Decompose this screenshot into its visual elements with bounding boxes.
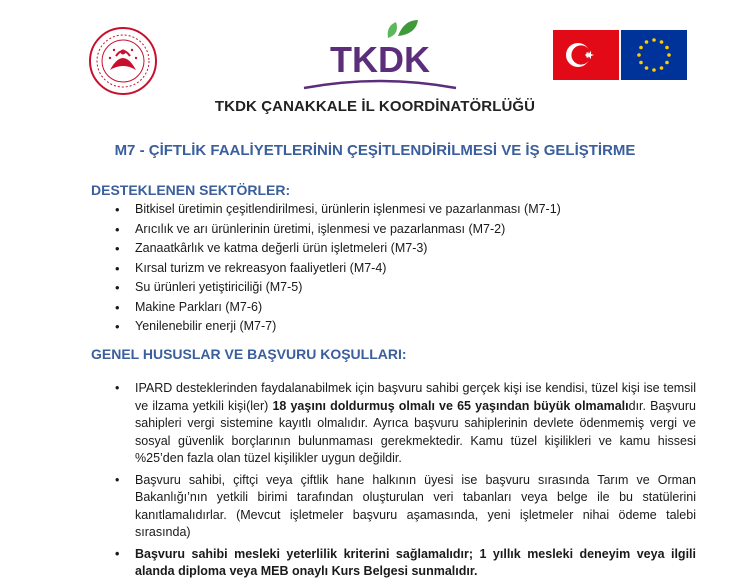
list-item: • Su ürünleri yetiştiriciliği (M7-5) — [91, 278, 691, 298]
tkdk-logo — [300, 16, 460, 96]
list-item: • Yenilenebilir enerji (M7-7) — [91, 317, 691, 337]
condition-item-eligibility — [91, 380, 696, 468]
condition-bold-text: 18 yaşını doldurmuş olmalı ve 65 yaşından büyük olmamalı — [272, 398, 629, 413]
list-item: • Makine Parkları (M7-6) — [91, 298, 691, 318]
ministry-emblem-icon — [88, 26, 158, 96]
condition-item-farmer-status: • Başvuru sahibi, çiftçi veya çiftlik hane halkının üyesi ise başvuru sırasında Tarım ve Orman Bakanlığı’nın yetkili birimi tarafından oluşturulan veri tabanları veya belge ile bu statülerini kanıtlamalıdırlar. (Mevcut işletmeler başvuru aşamasında, yeni işletmeler nihai ödeme talebi sırasında) — [91, 472, 696, 542]
sectors-heading: DESTEKLENEN SEKTÖRLER: — [91, 182, 291, 198]
tkdk-logo-text: TKDK — [330, 39, 430, 80]
condition-text: IPARD desteklerinden faydalanabilmek için başvuru sahibi gerçek kişi ise kendisi, tüzel kişi ise temsil ve ilzama yetkili kişi(ler) — [135, 381, 696, 413]
list-item: • Zanaatkârlık ve katma değerli ürün işletmeleri (M7-3) — [91, 239, 691, 259]
condition-item-qualification: • Başvuru sahibi mesleki yeterlilik kriterini sağlamalıdır; 1 yıllık mesleki deneyim veya ilgili alanda diploma veya MEB onaylı Kurs Belgesi sunmalıdır. — [91, 546, 696, 581]
conditions-list — [91, 380, 696, 585]
general-conditions-heading: GENEL HUSUSLAR VE BAŞVURU KOŞULLARI: — [91, 346, 407, 362]
condition-text: dır. Başvuru sahipleri vergi sistemine kayıtlı olmalıdır. Ayrıca başvuru sahiplerinin devlete ödenmemiş vergi ve sosyal güvenlik borçlarının bulunmaması gerekmektedir. Kamu tüzel kişilikleri ve kamu hissesi %25’den fazla olan tüzel kişilikler uygun değildir. — [135, 398, 696, 465]
sectors-list — [91, 200, 691, 337]
turkey-eu-flags-icon — [553, 30, 687, 80]
list-item: • Arıcılık ve arı ürünlerinin üretimi, işlenmesi ve pazarlanması (M7-2) — [91, 220, 691, 240]
list-item: • Kırsal turizm ve rekreasyon faaliyetleri (M7-4) — [91, 259, 691, 279]
list-item: • Bitkisel üretimin çeşitlendirilmesi, ürünlerin işlenmesi ve pazarlanması (M7-1) — [91, 200, 691, 220]
measure-title: M7 - ÇİFTLİK FAALİYETLERİNİN ÇEŞİTLENDİRİLMESİ VE İŞ GELİŞTİRME — [114, 142, 636, 159]
coordinator-title: TKDK ÇANAKKALE İL KOORDİNATÖRLÜĞÜ — [214, 98, 536, 115]
